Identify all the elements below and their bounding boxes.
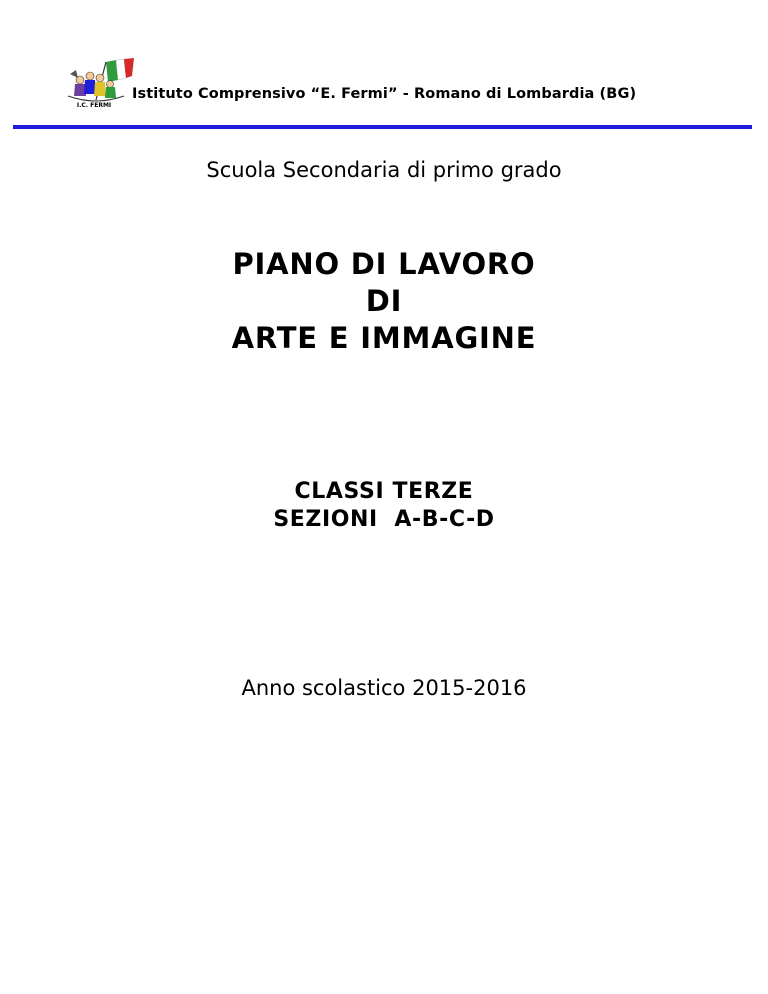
title-line: ARTE E IMMAGINE xyxy=(231,321,537,355)
title-line: PIANO DI LAVORO xyxy=(232,247,536,281)
classes-line: CLASSI TERZE xyxy=(294,479,474,504)
page-header xyxy=(66,56,686,112)
document-title xyxy=(0,246,768,357)
school-logo xyxy=(66,56,136,110)
header-divider xyxy=(13,125,752,129)
school-type: Scuola Secondaria di primo grado xyxy=(206,158,562,182)
sections-line: SEZIONI A-B-C-D xyxy=(273,507,495,532)
class-sections xyxy=(0,478,768,534)
logo-text: I.C. FERMI xyxy=(76,102,112,109)
institute-name: Istituto Comprensivo “E. Fermi” - Romano di Lombardia (BG) xyxy=(132,86,637,102)
school-year: Anno scolastico 2015-2016 xyxy=(241,676,527,700)
title-line: DI xyxy=(365,284,403,318)
